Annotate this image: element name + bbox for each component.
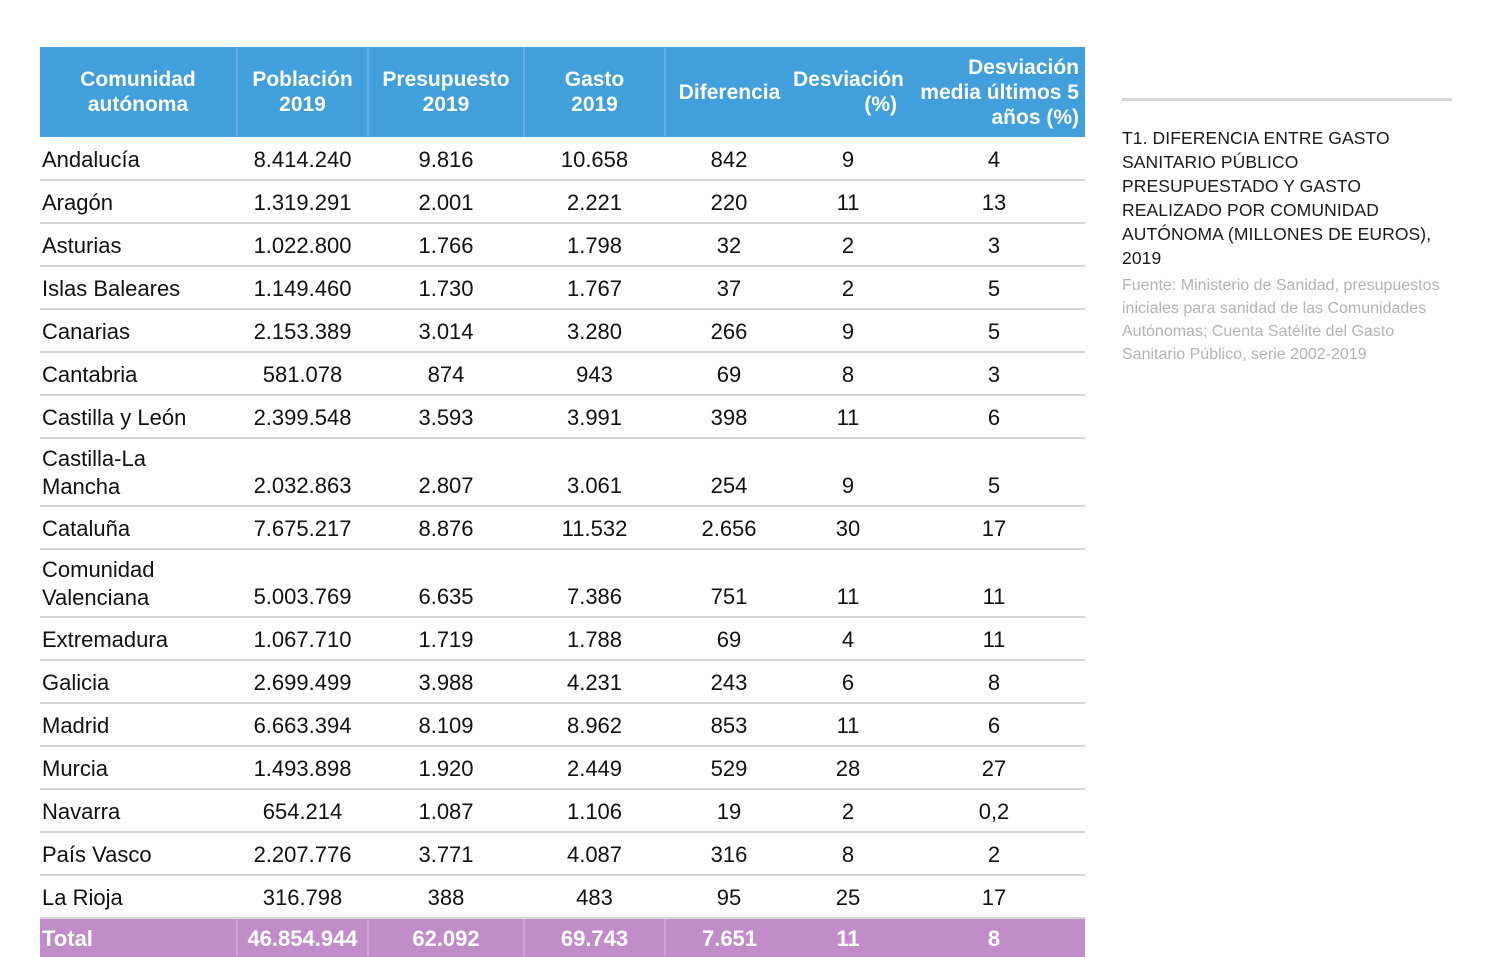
- total-cell-media5: 8: [903, 918, 1085, 957]
- cell-diferencia: 2.656: [665, 506, 793, 549]
- row-label-comunidad: Andalucía: [40, 137, 237, 180]
- cell-diferencia: 316: [665, 832, 793, 875]
- caption-block: [1122, 98, 1452, 366]
- cell-presupuesto: 2.001: [368, 180, 524, 223]
- cell-desviacion: 11: [793, 549, 903, 617]
- total-cell-gasto: 69.743: [524, 918, 665, 957]
- row-label-comunidad: Navarra: [40, 789, 237, 832]
- column-header-gasto-line1: Gasto: [564, 68, 625, 91]
- row-label-comunidad: Extremadura: [40, 617, 237, 660]
- table-row: [40, 438, 1085, 506]
- cell-gasto: 8.962: [524, 703, 665, 746]
- cell-desviacion: 9: [793, 309, 903, 352]
- table-row: [40, 506, 1085, 549]
- cell-presupuesto: 8.109: [368, 703, 524, 746]
- table-header-row: [40, 47, 1085, 137]
- column-header-diferencia: [665, 47, 793, 137]
- cell-gasto: 1.767: [524, 266, 665, 309]
- cell-presupuesto: 1.920: [368, 746, 524, 789]
- cell-diferencia: 398: [665, 395, 793, 438]
- cell-diferencia: 266: [665, 309, 793, 352]
- cell-poblacion: 1.067.710: [237, 617, 368, 660]
- cell-diferencia: 19: [665, 789, 793, 832]
- cell-desviacion: 9: [793, 438, 903, 506]
- cell-poblacion: 5.003.769: [237, 549, 368, 617]
- cell-desviacion: 2: [793, 266, 903, 309]
- cell-poblacion: 2.032.863: [237, 438, 368, 506]
- cell-poblacion: 2.153.389: [237, 309, 368, 352]
- table-row: [40, 832, 1085, 875]
- cell-gasto: 4.231: [524, 660, 665, 703]
- cell-gasto: 1.788: [524, 617, 665, 660]
- cell-presupuesto: 8.876: [368, 506, 524, 549]
- cell-gasto: 1.798: [524, 223, 665, 266]
- row-label-comunidad: Galicia: [40, 660, 237, 703]
- row-label-line2: Valenciana: [42, 585, 150, 610]
- cell-media5: 17: [903, 875, 1085, 918]
- cell-gasto: 7.386: [524, 549, 665, 617]
- row-label-comunidad: [40, 549, 237, 617]
- column-header-gasto: [524, 47, 665, 137]
- cell-presupuesto: 3.014: [368, 309, 524, 352]
- column-header-poblacion-line1: Población: [252, 68, 353, 91]
- cell-diferencia: 751: [665, 549, 793, 617]
- column-header-poblacion-line2: 2019: [279, 93, 326, 116]
- table-row: [40, 746, 1085, 789]
- row-label-comunidad: Asturias: [40, 223, 237, 266]
- cell-poblacion: 1.022.800: [237, 223, 368, 266]
- cell-gasto: 4.087: [524, 832, 665, 875]
- cell-media5: 6: [903, 703, 1085, 746]
- cell-media5: 4: [903, 137, 1085, 180]
- cell-poblacion: 6.663.394: [237, 703, 368, 746]
- caption-source: Fuente: Ministerio de Sanidad, presupuestos iniciales para sanidad de las Comunidades Autónomas; Cuenta Satélite del Gasto Sanitario Público, serie 2002-2019: [1122, 277, 1440, 363]
- cell-presupuesto: 388: [368, 875, 524, 918]
- row-label-comunidad: Cataluña: [40, 506, 237, 549]
- column-header-comunidad-line2: autónoma: [87, 93, 189, 116]
- table-header: [40, 47, 1085, 137]
- column-header-desviacion: [793, 47, 903, 137]
- cell-presupuesto: 1.766: [368, 223, 524, 266]
- cell-presupuesto: 3.593: [368, 395, 524, 438]
- total-cell-presupuesto: 62.092: [368, 918, 524, 957]
- caption-divider: [1122, 98, 1452, 101]
- column-header-comunidad-line1: Comunidad: [80, 68, 196, 91]
- cell-presupuesto: 6.635: [368, 549, 524, 617]
- column-header-media5: [903, 47, 1085, 137]
- cell-presupuesto: 1.730: [368, 266, 524, 309]
- cell-media5: 3: [903, 352, 1085, 395]
- cell-desviacion: 2: [793, 789, 903, 832]
- cell-poblacion: 581.078: [237, 352, 368, 395]
- cell-gasto: 1.106: [524, 789, 665, 832]
- cell-desviacion: 4: [793, 617, 903, 660]
- cell-poblacion: 316.798: [237, 875, 368, 918]
- cell-gasto: 483: [524, 875, 665, 918]
- column-header-media5-line2: media últimos 5: [920, 80, 1079, 104]
- column-header-diferencia-line1: Diferencia: [678, 80, 781, 104]
- cell-poblacion: 1.149.460: [237, 266, 368, 309]
- cell-media5: 5: [903, 266, 1085, 309]
- total-cell-poblacion: 46.854.944: [237, 918, 368, 957]
- row-label-comunidad: Aragón: [40, 180, 237, 223]
- cell-poblacion: 2.399.548: [237, 395, 368, 438]
- cell-diferencia: 254: [665, 438, 793, 506]
- cell-media5: 8: [903, 660, 1085, 703]
- cell-media5: 5: [903, 438, 1085, 506]
- cell-diferencia: 69: [665, 352, 793, 395]
- cell-diferencia: 842: [665, 137, 793, 180]
- table-row: [40, 223, 1085, 266]
- row-label-comunidad: Murcia: [40, 746, 237, 789]
- cell-diferencia: 243: [665, 660, 793, 703]
- cell-desviacion: 2: [793, 223, 903, 266]
- table-row: [40, 137, 1085, 180]
- cell-desviacion: 11: [793, 180, 903, 223]
- cell-diferencia: 220: [665, 180, 793, 223]
- row-label-comunidad: Canarias: [40, 309, 237, 352]
- cell-desviacion: 30: [793, 506, 903, 549]
- cell-presupuesto: 9.816: [368, 137, 524, 180]
- row-label-comunidad: [40, 438, 237, 506]
- column-header-media5-line1: Desviación: [968, 55, 1079, 79]
- table-row: [40, 617, 1085, 660]
- cell-desviacion: 8: [793, 832, 903, 875]
- row-label-comunidad: Cantabria: [40, 352, 237, 395]
- cell-poblacion: 2.699.499: [237, 660, 368, 703]
- cell-desviacion: 9: [793, 137, 903, 180]
- cell-presupuesto: 874: [368, 352, 524, 395]
- cell-diferencia: 853: [665, 703, 793, 746]
- cell-diferencia: 95: [665, 875, 793, 918]
- table-row: [40, 660, 1085, 703]
- cell-media5: 6: [903, 395, 1085, 438]
- row-label-comunidad: Castilla y León: [40, 395, 237, 438]
- cell-gasto: 10.658: [524, 137, 665, 180]
- cell-desviacion: 6: [793, 660, 903, 703]
- cell-poblacion: 1.493.898: [237, 746, 368, 789]
- table-row: [40, 395, 1085, 438]
- cell-media5: 2: [903, 832, 1085, 875]
- table-total-row: [40, 918, 1085, 957]
- cell-gasto: 2.221: [524, 180, 665, 223]
- table-row: [40, 703, 1085, 746]
- cell-presupuesto: 3.988: [368, 660, 524, 703]
- row-label-line1: Castilla-La: [42, 446, 146, 471]
- cell-media5: 11: [903, 617, 1085, 660]
- cell-gasto: 2.449: [524, 746, 665, 789]
- cell-diferencia: 69: [665, 617, 793, 660]
- cell-desviacion: 28: [793, 746, 903, 789]
- cell-media5: 3: [903, 223, 1085, 266]
- cell-diferencia: 32: [665, 223, 793, 266]
- row-label-comunidad: La Rioja: [40, 875, 237, 918]
- column-header-media5-line3: años (%): [991, 105, 1079, 129]
- table-body: [40, 137, 1085, 957]
- cell-gasto: 943: [524, 352, 665, 395]
- cell-desviacion: 11: [793, 395, 903, 438]
- table-row: [40, 789, 1085, 832]
- column-header-desviacion-line1: Desviación: [793, 68, 904, 91]
- table-row: [40, 352, 1085, 395]
- cell-presupuesto: 2.807: [368, 438, 524, 506]
- cell-poblacion: 7.675.217: [237, 506, 368, 549]
- cell-diferencia: 529: [665, 746, 793, 789]
- row-label-comunidad: País Vasco: [40, 832, 237, 875]
- row-label-comunidad: Madrid: [40, 703, 237, 746]
- cell-desviacion: 8: [793, 352, 903, 395]
- table-row: [40, 266, 1085, 309]
- cell-desviacion: 25: [793, 875, 903, 918]
- column-header-presupuesto-line1: Presupuesto: [382, 68, 510, 91]
- gasto-sanitario-table: [40, 47, 1085, 957]
- cell-media5: 27: [903, 746, 1085, 789]
- cell-media5: 13: [903, 180, 1085, 223]
- table-row: [40, 549, 1085, 617]
- cell-poblacion: 2.207.776: [237, 832, 368, 875]
- cell-gasto: 3.280: [524, 309, 665, 352]
- column-header-comunidad: [40, 47, 237, 137]
- column-header-presupuesto-line2: 2019: [422, 93, 470, 116]
- cell-media5: 17: [903, 506, 1085, 549]
- cell-gasto: 3.991: [524, 395, 665, 438]
- cell-media5: 11: [903, 549, 1085, 617]
- cell-media5: 5: [903, 309, 1085, 352]
- row-label-line2: Mancha: [42, 474, 121, 499]
- cell-poblacion: 8.414.240: [237, 137, 368, 180]
- cell-diferencia: 37: [665, 266, 793, 309]
- row-label-comunidad: Islas Baleares: [40, 266, 237, 309]
- total-label: Total: [40, 918, 237, 957]
- column-header-gasto-line2: 2019: [571, 93, 618, 116]
- column-header-presupuesto: [368, 47, 524, 137]
- data-table-block: [40, 47, 1085, 957]
- column-header-poblacion: [237, 47, 368, 137]
- cell-media5: 0,2: [903, 789, 1085, 832]
- cell-presupuesto: 1.087: [368, 789, 524, 832]
- total-cell-diferencia: 7.651: [665, 918, 793, 957]
- cell-poblacion: 654.214: [237, 789, 368, 832]
- caption-title: T1. DIFERENCIA ENTRE GASTO SANITARIO PÚBLICO PRESUPUESTADO Y GASTO REALIZADO POR COMUNIDAD AUTÓNOMA (MILLONES DE EUROS), 2019: [1122, 128, 1432, 268]
- cell-poblacion: 1.319.291: [237, 180, 368, 223]
- cell-gasto: 3.061: [524, 438, 665, 506]
- cell-desviacion: 11: [793, 703, 903, 746]
- column-header-desviacion-line2: (%): [864, 93, 897, 116]
- table-row: [40, 309, 1085, 352]
- cell-presupuesto: 3.771: [368, 832, 524, 875]
- table-row: [40, 875, 1085, 918]
- cell-gasto: 11.532: [524, 506, 665, 549]
- table-row: [40, 180, 1085, 223]
- cell-presupuesto: 1.719: [368, 617, 524, 660]
- total-cell-desviacion: 11: [793, 918, 903, 957]
- row-label-line1: Comunidad: [42, 557, 155, 582]
